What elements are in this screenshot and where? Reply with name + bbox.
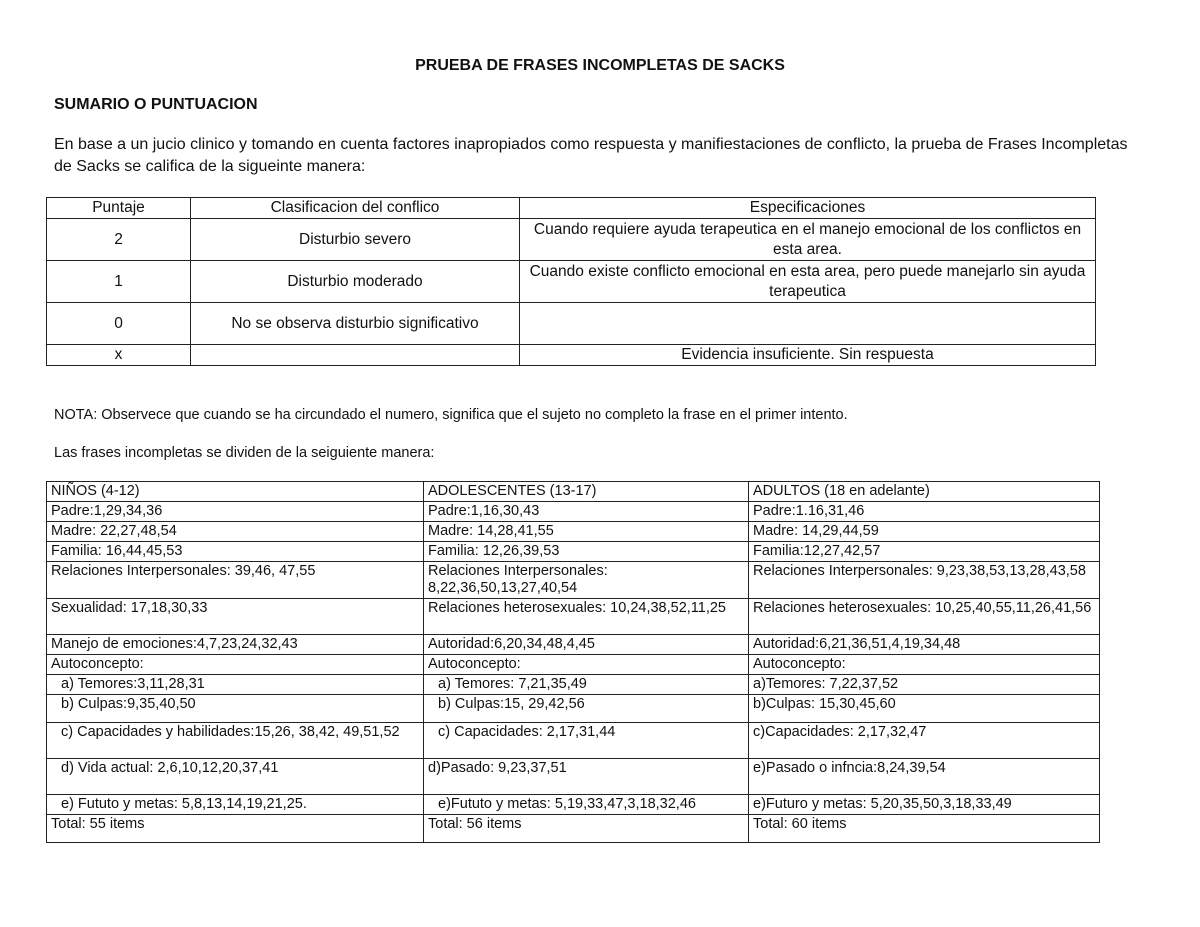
division-table xyxy=(46,481,1100,843)
table-cell: Autoridad:6,20,34,48,4,45 xyxy=(424,635,749,655)
table-cell: Relaciones Interpersonales: 9,23,38,53,13,28,43,58 xyxy=(749,562,1100,599)
table-cell: e) Fututo y metas: 5,8,13,14,19,21,25. xyxy=(47,795,424,815)
header-cell: Clasificacion del conflico xyxy=(191,198,520,219)
table-cell: b) Culpas:9,35,40,50 xyxy=(47,695,424,723)
table-cell: Relaciones heterosexuales: 10,25,40,55,11,26,41,56 xyxy=(749,599,1100,635)
specification-cell: Cuando existe conflicto emocional en esta area, pero puede manejarlo sin ayuda terapeutica xyxy=(520,261,1096,303)
table-cell: Autoconcepto: xyxy=(47,655,424,675)
table-header-row xyxy=(47,482,1100,502)
table-row xyxy=(47,675,1100,695)
table-row xyxy=(47,723,1100,759)
header-cell-adolescentes: ADOLESCENTES (13-17) xyxy=(424,482,749,502)
table-row xyxy=(47,695,1100,723)
header-cell: Puntaje xyxy=(47,198,191,219)
header-cell-ninos: NIÑOS (4-12) xyxy=(47,482,424,502)
table-row xyxy=(47,795,1100,815)
division-intro-text: Las frases incompletas se dividen de la seiguiente manera: xyxy=(54,445,435,461)
table-cell: Relaciones Interpersonales: 8,22,36,50,13,27,40,54 xyxy=(424,562,749,599)
table-cell: c) Capacidades y habilidades:15,26, 38,42, 49,51,52 xyxy=(47,723,424,759)
table-cell: e)Fututo y metas: 5,19,33,47,3,18,32,46 xyxy=(424,795,749,815)
table-cell: Madre: 14,29,44,59 xyxy=(749,522,1100,542)
table-cell: Familia:12,27,42,57 xyxy=(749,542,1100,562)
intro-paragraph: En base a un jucio clinico y tomando en cuenta factores inapropiados como respuesta y manifiestaciones de conflicto, la prueba de Frases Incompletas de Sacks se califica de la sigueinte manera: xyxy=(54,136,1128,175)
table-cell: e)Futuro y metas: 5,20,35,50,3,18,33,49 xyxy=(749,795,1100,815)
table-row xyxy=(47,562,1100,599)
header-cell: Especificaciones xyxy=(520,198,1096,219)
table-cell: a)Temores: 7,22,37,52 xyxy=(749,675,1100,695)
table-row xyxy=(47,542,1100,562)
table-cell: Autoconcepto: xyxy=(749,655,1100,675)
table-cell: Total: 60 items xyxy=(749,815,1100,843)
table-cell: d) Vida actual: 2,6,10,12,20,37,41 xyxy=(47,759,424,795)
table-cell: Familia: 12,26,39,53 xyxy=(424,542,749,562)
table-row xyxy=(47,655,1100,675)
classification-cell xyxy=(191,345,520,366)
table-cell: Padre:1,29,34,36 xyxy=(47,502,424,522)
table-row xyxy=(47,345,1096,366)
table-cell: e)Pasado o infncia:8,24,39,54 xyxy=(749,759,1100,795)
table-cell: Padre:1.16,31,46 xyxy=(749,502,1100,522)
table-cell: Manejo de emociones:4,7,23,24,32,43 xyxy=(47,635,424,655)
table-cell: c) Capacidades: 2,17,31,44 xyxy=(424,723,749,759)
header-cell-adultos: ADULTOS (18 en adelante) xyxy=(749,482,1100,502)
table-row xyxy=(47,599,1100,635)
table-row xyxy=(47,522,1100,542)
table-cell: Sexualidad: 17,18,30,33 xyxy=(47,599,424,635)
score-cell: 1 xyxy=(47,261,191,303)
table-cell: b) Culpas:15, 29,42,56 xyxy=(424,695,749,723)
table-row xyxy=(47,219,1096,261)
table-cell: Relaciones heterosexuales: 10,24,38,52,11,25 xyxy=(424,599,749,635)
table-cell: Total: 55 items xyxy=(47,815,424,843)
table-row xyxy=(47,635,1100,655)
note-text: NOTA: Observece que cuando se ha circundado el numero, significa que el sujeto no completo la frase en el primer intento. xyxy=(54,407,848,423)
table-row xyxy=(47,261,1096,303)
document-title: PRUEBA DE FRASES INCOMPLETAS DE SACKS xyxy=(415,57,785,74)
table-cell: Total: 56 items xyxy=(424,815,749,843)
table-row xyxy=(47,815,1100,843)
specification-cell xyxy=(520,303,1096,345)
table-cell: Padre:1,16,30,43 xyxy=(424,502,749,522)
section-subtitle: SUMARIO O PUNTUACION xyxy=(54,96,258,113)
table-cell: Autoconcepto: xyxy=(424,655,749,675)
table-cell: Familia: 16,44,45,53 xyxy=(47,542,424,562)
table-cell: Relaciones Interpersonales: 39,46, 47,55 xyxy=(47,562,424,599)
table-cell: d)Pasado: 9,23,37,51 xyxy=(424,759,749,795)
specification-cell: Evidencia insuficiente. Sin respuesta xyxy=(520,345,1096,366)
classification-cell: Disturbio moderado xyxy=(191,261,520,303)
score-cell: 0 xyxy=(47,303,191,345)
table-cell: a) Temores:3,11,28,31 xyxy=(47,675,424,695)
score-cell: x xyxy=(47,345,191,366)
table-row xyxy=(47,759,1100,795)
table-cell: b)Culpas: 15,30,45,60 xyxy=(749,695,1100,723)
scoring-table xyxy=(46,197,1096,366)
table-cell: Madre: 14,28,41,55 xyxy=(424,522,749,542)
score-cell: 2 xyxy=(47,219,191,261)
table-cell: Autoridad:6,21,36,51,4,19,34,48 xyxy=(749,635,1100,655)
specification-cell: Cuando requiere ayuda terapeutica en el manejo emocional de los conflictos en esta area. xyxy=(520,219,1096,261)
table-header-row xyxy=(47,198,1096,219)
classification-cell: Disturbio severo xyxy=(191,219,520,261)
table-row xyxy=(47,502,1100,522)
table-cell: Madre: 22,27,48,54 xyxy=(47,522,424,542)
table-cell: c)Capacidades: 2,17,32,47 xyxy=(749,723,1100,759)
table-cell: a) Temores: 7,21,35,49 xyxy=(424,675,749,695)
classification-cell: No se observa disturbio significativo xyxy=(191,303,520,345)
table-row xyxy=(47,303,1096,345)
